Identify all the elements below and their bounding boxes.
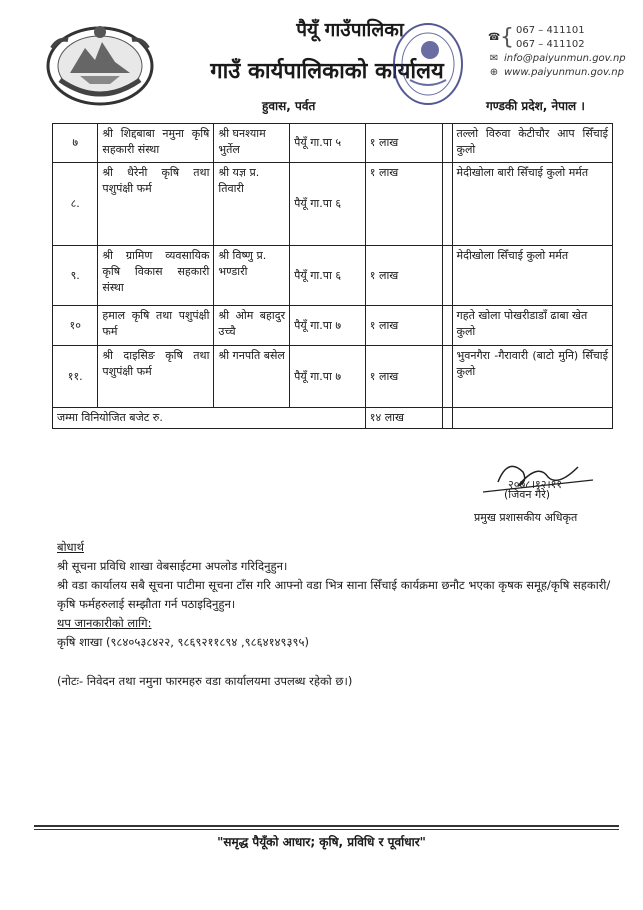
table-row [53,124,613,163]
phone-number-1: 067 – 411101 [516,25,585,36]
more-info-heading: थप जानकारीको लागि: [57,616,152,630]
organization-cell: श्री धैरेनी कृषि तथा पशुपंक्षी फर्म [98,163,214,246]
notes-line-2: श्री वडा कार्यालय सबै सूचना पाटीमा सूचना टाँस गरि आफ्नो वडा भित्र साना सिँचाई कार्यक्रमा छनौट भएका कृषक समूह/कृषि सहकारी/कृषि फर्महरुलाई सम्झौता गर्न पठाइदिनुहुन। [57,578,611,611]
email-icon: ✉ [489,53,499,64]
footer-divider-thin [34,829,619,830]
footer-divider [34,825,619,827]
office-location: हुवास, पर्वत [262,99,316,113]
table-row [53,163,613,246]
spacer-cell [443,346,452,408]
table-row [53,346,613,408]
footer-slogan: "समृद्ध पैयूँको आधार; कृषि, प्रविधि र पूर्वाधार" [217,835,426,849]
serial-cell: ७ [53,124,98,163]
office-stamp-icon [388,20,464,108]
notes-section [57,538,617,691]
serial-cell: १० [53,306,98,346]
notes-heading: बोधार्थ [57,540,84,554]
address-cell: पैयूँ गा.पा ६ [290,246,366,306]
address-cell: पैयूँ गा.पा ६ [290,163,366,246]
contact-person-cell: श्री विष्णु प्र. भण्डारी [214,246,290,306]
notes-line-1: श्री सूचना प्रविधि शाखा वेबसाईटमा अपलोड गरिदिनुहुन। [57,559,288,573]
amount-cell: १ लाख [365,246,443,306]
spacer-cell [443,124,452,163]
contact-person-cell: श्री गनपति बसेल [214,346,290,408]
table-row [53,246,613,306]
spacer-cell [443,408,452,429]
serial-cell: ८. [53,163,98,246]
total-row [53,408,613,429]
serial-cell: ९. [53,246,98,306]
total-value-cell: १४ लाख [365,408,443,429]
allocation-table [52,123,613,429]
total-label-cell: जम्मा विनियोजित बजेट रु. [53,408,366,429]
signatory-title: प्रमुख प्रशासकीय अधिकृत [474,511,578,524]
project-cell: मेदीखोला सिँचाई कुलो मर्मत [452,246,612,306]
organization-cell: हमाल कृषि तथा पशुपंक्षी फर्म [98,306,214,346]
remark-note: (नोटः- निवेदन तथा नमुना फारमहरु वडा कार्यालयमा उपलब्ध रहेको छ।) [57,674,353,688]
address-cell: पैयूँ गा.पा ७ [290,346,366,408]
phone-number-2: 067 – 411102 [516,39,585,50]
spacer-cell [443,306,452,346]
organization-cell: श्री ग्रामिण व्यवसायिक कृषि विकास सहकारी संस्था [98,246,214,306]
organization-cell: श्री दाइसिङ कृषि तथा पशुपंक्षी फर्म [98,346,214,408]
amount-cell: १ लाख [365,306,443,346]
contact-block [488,24,626,80]
amount-cell: १ लाख [365,124,443,163]
project-cell: भुवनगैरा -गैरावारी (बाटो मुनि) सिँचाई कुलो [452,346,612,408]
organization-cell: श्री शिद्दबाबा नमुना कृषि सहकारी संस्था [98,124,214,163]
amount-cell: १ लाख [365,346,443,408]
website-link[interactable]: www.paiyunmun.gov.np [504,67,624,78]
address-cell: पैयूँ गा.पा ७ [290,306,366,346]
email-link[interactable]: info@paiyunmun.gov.np [504,53,626,64]
province-label: गण्डकी प्रदेश, नेपाल । [486,99,585,113]
signatory-name: (जिवन गैरे) [504,488,551,501]
contact-person-cell: श्री ओम बहादुर उच्चै [214,306,290,346]
serial-cell: ११. [53,346,98,408]
project-cell: गहते खोला पोखरीडाडाँ ढाबा खेत कुलो [452,306,612,346]
contact-person-cell: श्री यज्ञ प्र. तिवारी [214,163,290,246]
spacer-cell [443,163,452,246]
contact-numbers: कृषि शाखा (९८४०५३८४२२, ९८६९२११८९४ ,९८६४१४९३९५) [57,635,309,649]
amount-cell: १ लाख [365,163,443,246]
project-cell: तल्लो विरुवा केटीचौर आप सिँचाई कुलो [452,124,612,163]
globe-icon: ⊕ [489,67,499,78]
office-title: गाउँ कार्यपालिकाको कार्यालय [210,59,444,84]
empty-cell [452,408,612,429]
signature-date: २०७८।१२।११ [508,478,563,491]
phone-group [488,24,626,52]
project-cell: मेदीखोला बारी सिँचाई कुलो मर्मत [452,163,612,246]
municipality-title: पैयूँ गाउँपालिका [296,19,404,41]
nepal-emblem-icon [40,18,160,106]
table-row [53,306,613,346]
address-cell: पैयूँ गा.पा ५ [290,124,366,163]
spacer-cell [443,246,452,306]
contact-person-cell: श्री घनश्याम भुर्तेल [214,124,290,163]
brace-icon: { [500,25,514,50]
phone-icon: ☎ [488,32,501,43]
